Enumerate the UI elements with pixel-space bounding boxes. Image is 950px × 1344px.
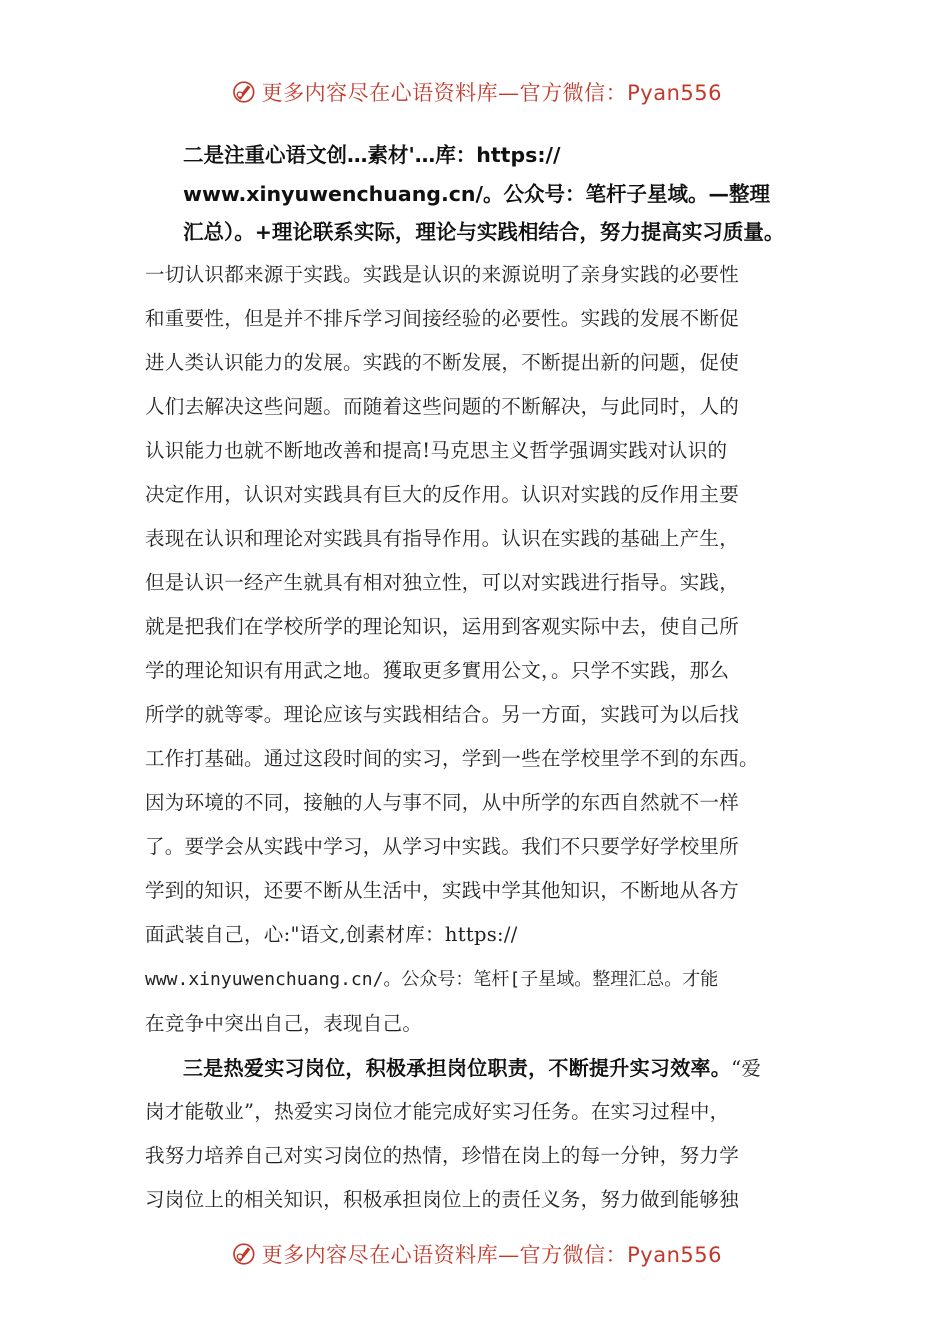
body-line: 但是认识一经产生就具有相对独立性，可以对实践进行指导。实践， (145, 571, 740, 594)
pen-logo-icon (232, 74, 256, 110)
body-line: 习岗位上的相关知识，积极承担岗位上的责任义务，努力做到能够独 (145, 1188, 740, 1211)
url-line: www.xinyuwenchuang.cn/。公众号：笔杆[子星域。整理汇总。才能 (145, 969, 719, 990)
pen-logo-icon (232, 1236, 256, 1272)
wechat-id: Pyan556 (627, 81, 722, 105)
body-line: 在竞争中突出自己，表现自己。 (145, 1012, 423, 1035)
body-line: 就是把我们在学校所学的理论知识，运用到客观实际中去，使自己所 (145, 615, 740, 638)
body-line: 学到的知识，还要不断从生活中，实践中学其他知识，不断地从各方 (145, 879, 740, 902)
watermark-banner-top (232, 72, 722, 112)
section3-cont: “爱 (731, 1057, 762, 1080)
body-line: 面武装自己，心:"语文,创素材库：https:// (145, 923, 518, 946)
section2-heading-line1: 二是注重心语文创…素材'…库：https:// (183, 143, 561, 167)
body-line: 工作打基础。通过这段时间的实习，学到一些在学校里学不到的东西。 (145, 747, 759, 770)
body-line: 人们去解决这些问题。而随着这些问题的不断解决，与此同时，人的 (145, 395, 740, 418)
body-line: 认识能力也就不断地改善和提高!马克思主义哲学强调实践对认识的 (145, 439, 728, 462)
body-line: 了。要学会从实践中学习，从学习中实践。我们不只要学好学校里所 (145, 835, 740, 858)
section3-line1 (183, 1052, 761, 1081)
section2-heading-line2: www.xinyuwenchuang.cn/。公众号：笔杆子星域。—整理 (183, 182, 770, 206)
watermark-text: 更多内容尽在心语资料库—官方微信：Pyan556 (261, 81, 722, 105)
body-line: 学的理论知识有用武之地。獲取更多實用公文，。只学不实践，那么 (145, 659, 730, 682)
body-line: 因为环境的不同，接触的人与事不同，从中所学的东西自然就不一样 (145, 791, 740, 814)
body-line: 所学的就等零。理论应该与实践相结合。另一方面，实践可为以后找 (145, 703, 740, 726)
body-line: 一切认识都来源于实践。实践是认识的来源说明了亲身实践的必要性 (145, 263, 740, 286)
body-line: 岗才能敬业”，热爱实习岗位才能完成好实习任务。在实习过程中， (145, 1100, 730, 1123)
body-line: 和重要性，但是并不排斥学习间接经验的必要性。实践的发展不断促 (145, 307, 740, 330)
body-line: 表现在认识和理论对实践具有指导作用。认识在实践的基础上产生， (145, 527, 740, 550)
section2-heading-line3: 汇总）。+理论联系实际，理论与实践相结合，努力提高实习质量。 (183, 220, 785, 244)
body-line: 进人类认识能力的发展。实践的不断发展，不断提出新的问题，促使 (145, 351, 740, 374)
body-line: 决定作用，认识对实践具有巨大的反作用。认识对实践的反作用主要 (145, 483, 740, 506)
section3-heading: 三是热爱实习岗位，积极承担岗位职责，不断提升实习效率。 (183, 1056, 732, 1080)
body-line: 我努力培养自己对实习岗位的热情，珍惜在岗上的每一分钟，努力学 (145, 1144, 740, 1167)
watermark-banner-bottom (232, 1234, 722, 1274)
watermark-text: 更多内容尽在心语资料库—官方微信：Pyan556 (261, 1243, 722, 1267)
wechat-id: Pyan556 (627, 1243, 722, 1267)
